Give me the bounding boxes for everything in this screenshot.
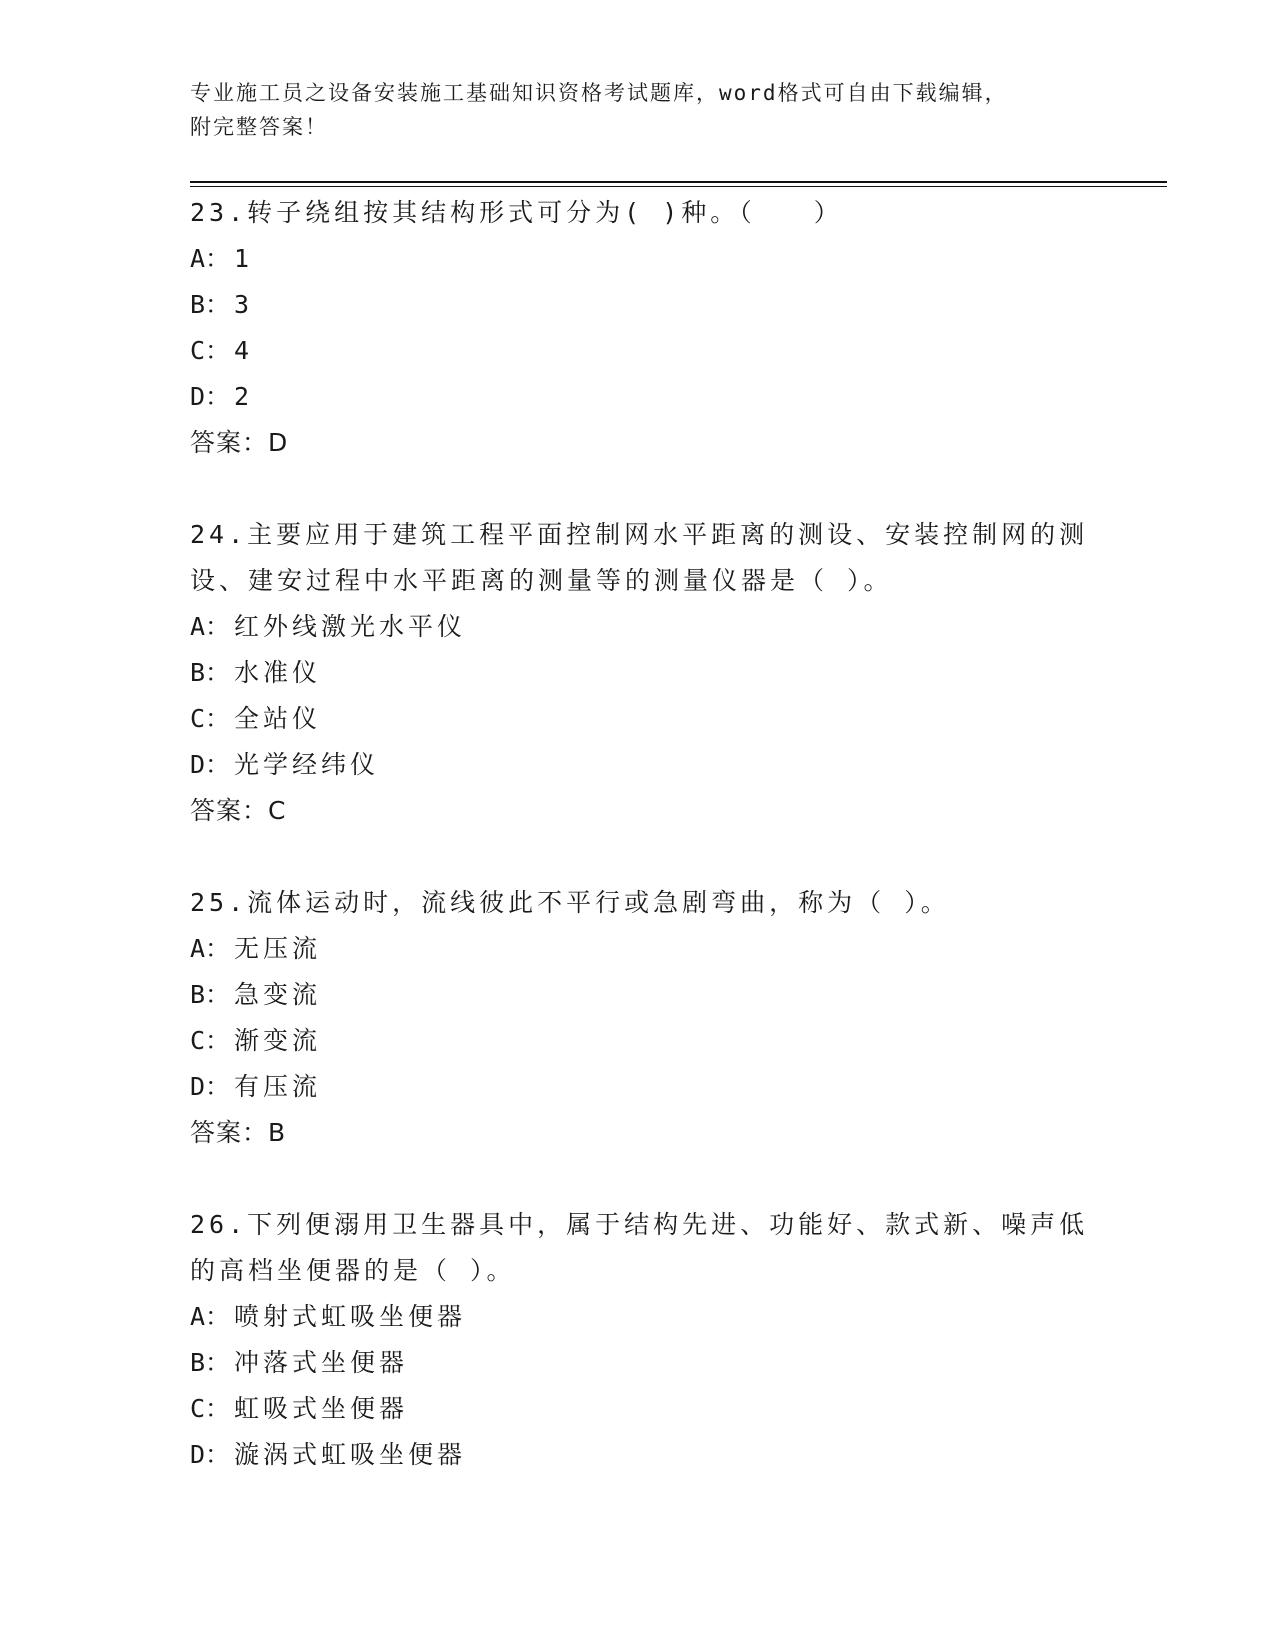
option-letter: B： — [190, 1348, 231, 1377]
option-letter: A： — [190, 1302, 231, 1331]
option-text: 急变流 — [234, 980, 322, 1009]
option-text: 漩涡式虹吸坐便器 — [234, 1440, 467, 1469]
option-d — [190, 374, 1090, 420]
answer-label: 答案： — [190, 428, 269, 457]
option-a — [190, 236, 1090, 282]
answer-line — [190, 420, 1090, 466]
header-divider-thin — [190, 186, 1167, 187]
option-c — [190, 328, 1090, 374]
question-list — [190, 190, 1090, 1524]
option-b — [190, 282, 1090, 328]
question-23 — [190, 190, 1090, 466]
option-text: 渐变流 — [234, 1026, 322, 1055]
option-letter: C： — [190, 1394, 231, 1423]
option-d — [190, 1432, 1090, 1478]
answer-value: B — [268, 1118, 287, 1147]
header-line-2: 附完整答案！ — [190, 115, 328, 139]
option-text: 4 — [234, 336, 254, 365]
option-c — [190, 1018, 1090, 1064]
option-letter: C： — [190, 1026, 231, 1055]
option-letter: B： — [190, 658, 231, 687]
question-stem: 26.下列便溺用卫生器具中，属于结构先进、功能好、款式新、噪声低的高档坐便器的是（ ）。 — [190, 1210, 1089, 1285]
answer-value: D — [268, 428, 289, 457]
option-text: 全站仪 — [234, 704, 322, 733]
option-text: 水准仪 — [234, 658, 322, 687]
option-text: 红外线激光水平仪 — [234, 612, 467, 641]
option-letter: D： — [190, 1072, 231, 1101]
option-text: 无压流 — [234, 934, 322, 963]
answer-label: 答案： — [190, 1118, 269, 1147]
answer-line — [190, 788, 1090, 834]
answer-value: C — [268, 796, 287, 825]
option-b — [190, 650, 1090, 696]
option-c — [190, 1386, 1090, 1432]
option-text: 3 — [234, 290, 254, 319]
option-text: 冲落式坐便器 — [234, 1348, 409, 1377]
option-letter: C： — [190, 336, 231, 365]
question-24 — [190, 512, 1090, 834]
header-line-1: 专业施工员之设备安装施工基础知识资格考试题库，word格式可自由下载编辑， — [190, 81, 1008, 105]
option-letter: D： — [190, 750, 231, 779]
option-text: 光学经纬仪 — [234, 750, 380, 779]
question-stem: 24.主要应用于建筑工程平面控制网水平距离的测设、安装控制网的测设、建安过程中水平距离的测量等的测量仪器是（ ）。 — [190, 520, 1089, 595]
option-text: 2 — [234, 382, 254, 411]
option-d — [190, 742, 1090, 788]
question-25 — [190, 880, 1090, 1156]
question-26 — [190, 1202, 1090, 1478]
option-letter: D： — [190, 1440, 231, 1469]
answer-line — [190, 1110, 1090, 1156]
question-stem: 25.流体运动时，流线彼此不平行或急剧弯曲，称为（ ）。 — [190, 888, 950, 917]
option-b — [190, 972, 1090, 1018]
option-a — [190, 1294, 1090, 1340]
option-letter: A： — [190, 612, 231, 641]
option-text: 有压流 — [234, 1072, 322, 1101]
option-a — [190, 604, 1090, 650]
option-d — [190, 1064, 1090, 1110]
option-letter: C： — [190, 704, 231, 733]
option-letter: A： — [190, 244, 231, 273]
option-text: 1 — [234, 244, 254, 273]
option-letter: D： — [190, 382, 231, 411]
question-stem: 23.转子绕组按其结构形式可分为( )种。（ ） — [190, 198, 843, 227]
header-divider-thick — [190, 181, 1167, 183]
option-text: 喷射式虹吸坐便器 — [234, 1302, 467, 1331]
option-text: 虹吸式坐便器 — [234, 1394, 409, 1423]
option-a — [190, 926, 1090, 972]
option-letter: B： — [190, 290, 231, 319]
option-letter: A： — [190, 934, 231, 963]
option-b — [190, 1340, 1090, 1386]
document-header — [190, 76, 1090, 144]
option-letter: B： — [190, 980, 231, 1009]
answer-label: 答案： — [190, 796, 269, 825]
option-c — [190, 696, 1090, 742]
